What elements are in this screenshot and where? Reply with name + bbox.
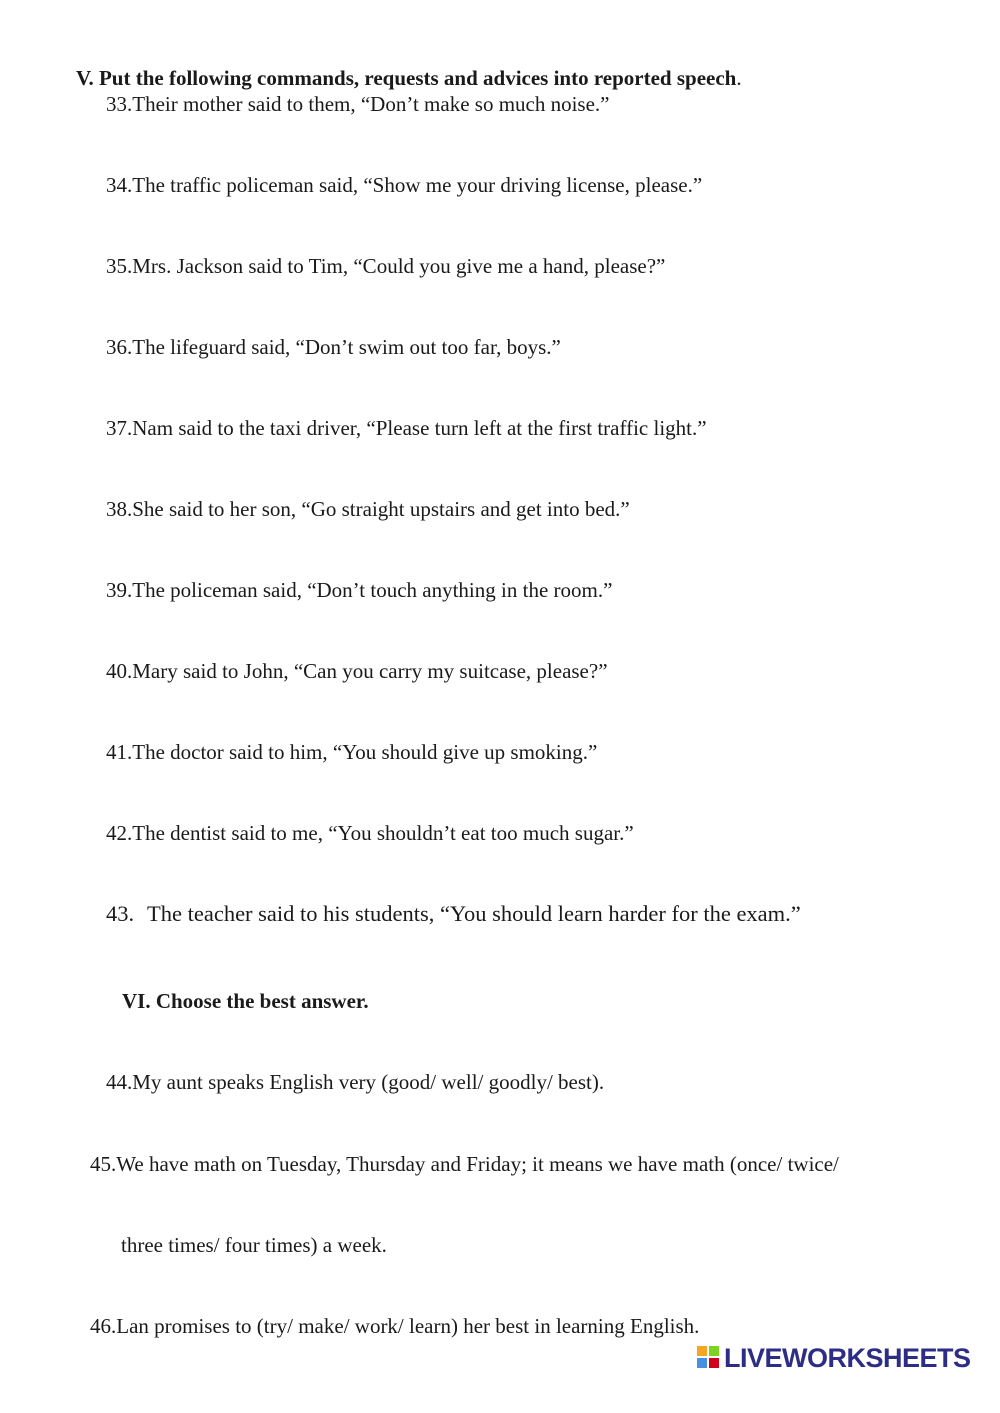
liveworksheets-logo xyxy=(697,1341,971,1375)
list-item xyxy=(106,254,665,278)
item-number: 43. xyxy=(106,901,135,926)
list-item xyxy=(90,1314,699,1338)
item-number: 33. xyxy=(106,92,133,116)
item-number: 46. xyxy=(90,1314,117,1338)
item-number: 36. xyxy=(106,335,133,359)
logo-text: LIVEWORKSHEETS xyxy=(724,1342,971,1373)
list-item xyxy=(106,416,707,440)
list-item xyxy=(106,1070,604,1094)
list-item xyxy=(106,173,702,197)
section-6-heading xyxy=(122,989,369,1013)
item-text: The doctor said to him, “You should give up smoking.” xyxy=(132,740,598,764)
item-number: 40. xyxy=(106,659,133,683)
item-text-continued: three times/ four times) a week. xyxy=(121,1233,387,1257)
item-text: Mary said to John, “Can you carry my suitcase, please?” xyxy=(132,659,608,683)
item-number: 41. xyxy=(106,740,133,764)
item-number: 45. xyxy=(90,1152,117,1176)
item-number: 44. xyxy=(106,1070,133,1094)
list-item xyxy=(106,740,597,764)
section-5-heading xyxy=(76,66,742,90)
list-item xyxy=(106,902,801,926)
list-item xyxy=(106,578,612,602)
list-item xyxy=(106,821,634,845)
list-item xyxy=(106,92,610,116)
item-text: The traffic policeman said, “Show me your driving license, please.” xyxy=(132,173,703,197)
item-number: 42. xyxy=(106,821,133,845)
list-item xyxy=(106,335,561,359)
item-number: 38. xyxy=(106,497,133,521)
section-5-title-end: . xyxy=(736,66,742,90)
list-item-continuation xyxy=(121,1233,387,1257)
item-text: The teacher said to his students, “You should learn harder for the exam.” xyxy=(147,901,801,926)
item-number: 35. xyxy=(106,254,133,278)
item-text: Nam said to the taxi driver, “Please turn left at the first traffic light.” xyxy=(132,416,707,440)
list-item xyxy=(106,497,630,521)
list-item xyxy=(106,659,608,683)
item-text: The lifeguard said, “Don’t swim out too far, boys.” xyxy=(132,335,561,359)
item-text: She said to her son, “Go straight upstairs and get into bed.” xyxy=(132,497,630,521)
list-item xyxy=(90,1152,839,1176)
item-text: Mrs. Jackson said to Tim, “Could you give me a hand, please?” xyxy=(132,254,666,278)
item-text: The dentist said to me, “You shouldn’t eat too much sugar.” xyxy=(132,821,634,845)
item-text: Their mother said to them, “Don’t make so much noise.” xyxy=(132,92,610,116)
item-number: 39. xyxy=(106,578,133,602)
item-number: 34. xyxy=(106,173,133,197)
section-6-title: VI. Choose the best answer. xyxy=(122,989,369,1013)
item-text: Lan promises to (try/ make/ work/ learn) her best in learning English. xyxy=(116,1314,700,1338)
item-number: 37. xyxy=(106,416,133,440)
item-text: My aunt speaks English very (good/ well/ goodly/ best). xyxy=(132,1070,605,1094)
item-text: We have math on Tuesday, Thursday and Friday; it means we have math (once/ twice/ xyxy=(116,1152,839,1176)
item-text: The policeman said, “Don’t touch anything in the room.” xyxy=(132,578,613,602)
section-5-title: V. Put the following commands, requests and advices into reported speech xyxy=(76,66,737,90)
liveworksheets-logo-icon xyxy=(697,1346,721,1370)
